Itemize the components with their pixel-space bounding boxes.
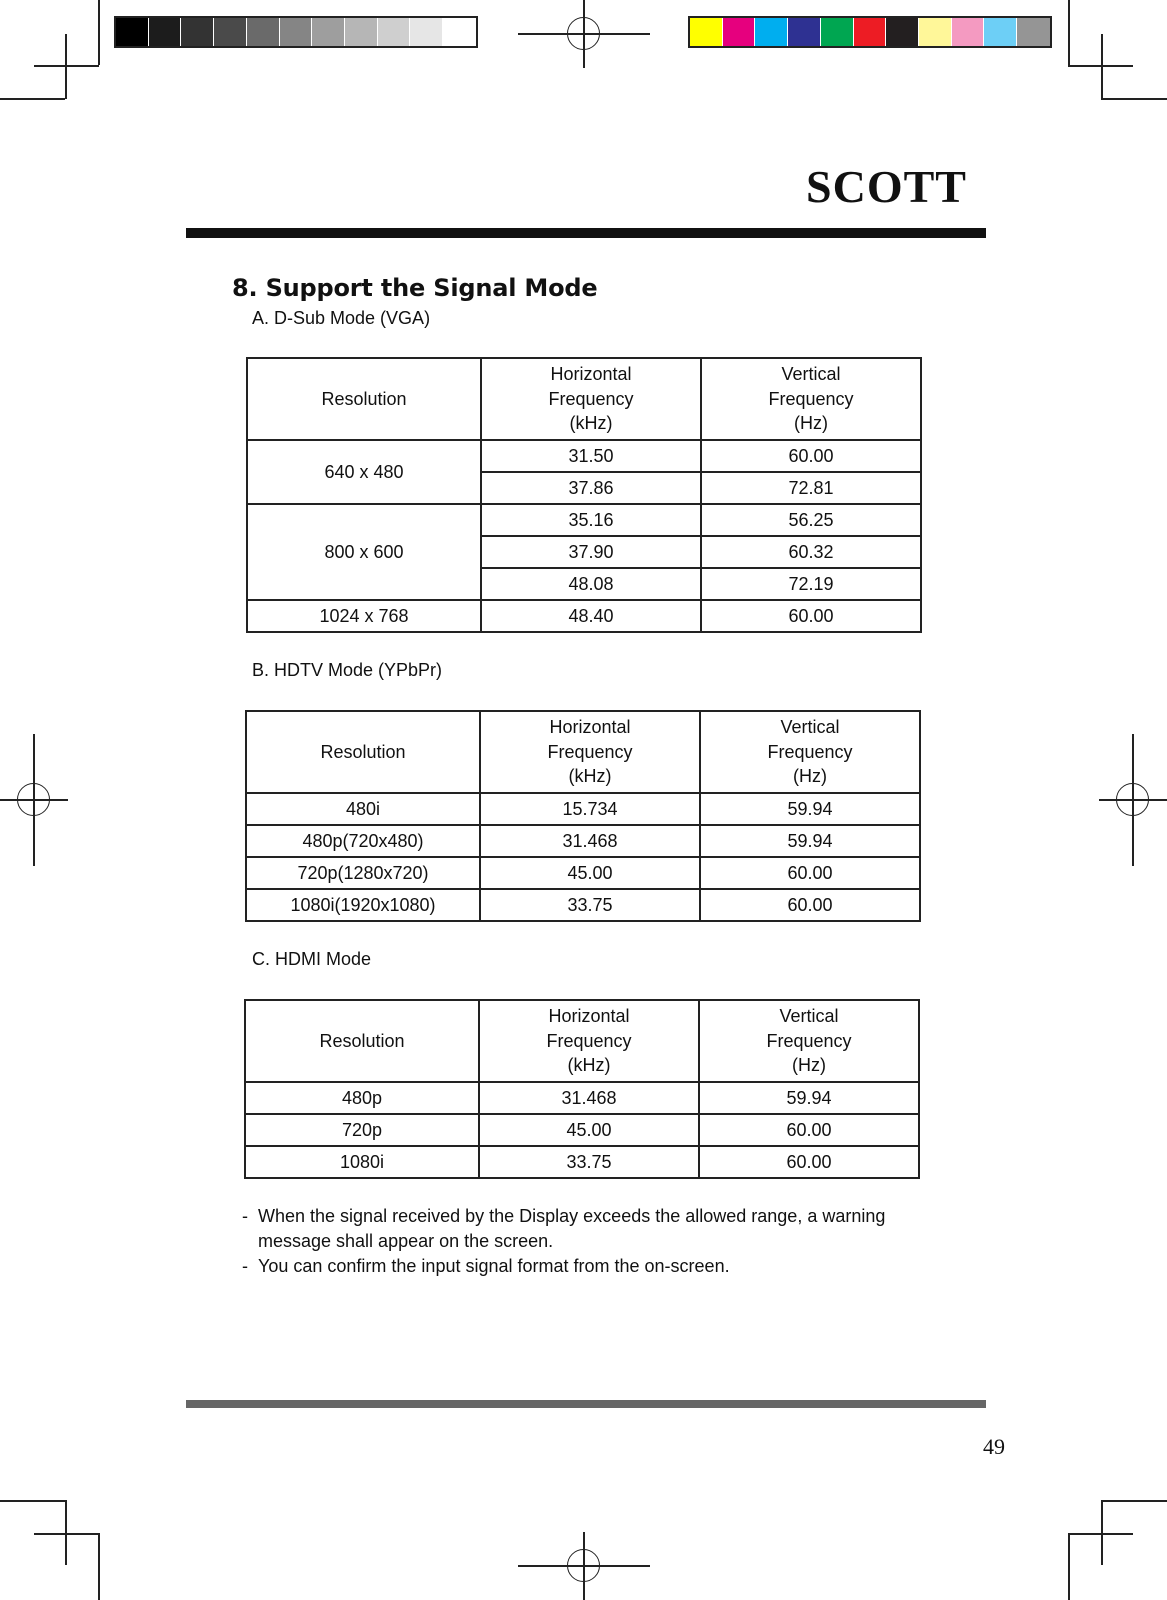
table-row — [245, 1146, 919, 1178]
table-row — [247, 600, 921, 632]
vertical-frequency-cell: 60.00 — [699, 1146, 919, 1178]
vertical-frequency-cell: 59.94 — [700, 793, 920, 825]
header-vertical-frequency: Vertical Frequency (Hz) — [700, 711, 920, 793]
horizontal-frequency-cell: 33.75 — [479, 1146, 699, 1178]
horizontal-frequency-cell: 45.00 — [479, 1114, 699, 1146]
header-rule — [186, 228, 986, 238]
table-row — [247, 504, 921, 536]
gray-swatch — [345, 18, 378, 46]
color-swatch — [919, 18, 952, 46]
vertical-frequency-cell: 60.00 — [700, 857, 920, 889]
notes — [242, 1204, 942, 1279]
table-header-row — [245, 1000, 919, 1082]
note-item: - You can confirm the input signal format from the on-screen. — [242, 1254, 942, 1279]
crop-mark — [34, 1533, 99, 1535]
note-text: When the signal received by the Display exceeds the allowed range, a warning message shall appear on the screen. — [258, 1206, 886, 1251]
vertical-frequency-cell: 60.32 — [701, 536, 921, 568]
crop-mark — [1068, 0, 1070, 65]
horizontal-frequency-cell: 48.08 — [481, 568, 701, 600]
header-resolution: Resolution — [245, 1000, 479, 1082]
hdtv-table — [245, 710, 921, 922]
table-row — [246, 825, 920, 857]
vertical-frequency-cell: 60.00 — [701, 440, 921, 472]
gray-swatch — [181, 18, 214, 46]
resolution-cell: 1080i — [245, 1146, 479, 1178]
gray-swatch — [116, 18, 149, 46]
header-resolution: Resolution — [247, 358, 481, 440]
vertical-frequency-cell: 72.19 — [701, 568, 921, 600]
gray-swatch — [149, 18, 182, 46]
brand-logo: SCOTT — [806, 161, 967, 212]
crop-mark — [1101, 34, 1103, 99]
table-row — [246, 857, 920, 889]
header-resolution: Resolution — [246, 711, 480, 793]
horizontal-frequency-cell: 33.75 — [480, 889, 700, 921]
vertical-frequency-cell: 60.00 — [699, 1114, 919, 1146]
color-swatch — [723, 18, 756, 46]
registration-mark-top — [518, 0, 650, 68]
color-swatch — [886, 18, 919, 46]
table-row — [245, 1114, 919, 1146]
horizontal-frequency-cell: 15.734 — [480, 793, 700, 825]
crop-mark — [98, 0, 100, 65]
page-title: 8. Support the Signal Mode — [232, 274, 598, 302]
gray-swatch — [410, 18, 443, 46]
vertical-frequency-cell: 60.00 — [700, 889, 920, 921]
table-row — [246, 889, 920, 921]
header-vertical-frequency: Vertical Frequency (Hz) — [699, 1000, 919, 1082]
gray-swatch — [443, 18, 476, 46]
color-swatch — [788, 18, 821, 46]
table-row — [247, 440, 921, 472]
gray-swatch — [280, 18, 313, 46]
horizontal-frequency-cell: 37.86 — [481, 472, 701, 504]
resolution-cell: 640 x 480 — [247, 440, 481, 504]
table-row — [245, 1082, 919, 1114]
resolution-cell: 1080i(1920x1080) — [246, 889, 480, 921]
horizontal-frequency-cell: 48.40 — [481, 600, 701, 632]
crop-mark — [1101, 1500, 1167, 1502]
color-bar — [688, 16, 1052, 48]
registration-mark-left — [0, 734, 68, 866]
resolution-cell: 720p(1280x720) — [246, 857, 480, 889]
horizontal-frequency-cell: 45.00 — [480, 857, 700, 889]
color-swatch — [952, 18, 985, 46]
gray-swatch — [214, 18, 247, 46]
table-row — [246, 793, 920, 825]
resolution-cell: 480p — [245, 1082, 479, 1114]
resolution-cell: 720p — [245, 1114, 479, 1146]
resolution-cell: 480p(720x480) — [246, 825, 480, 857]
header-horizontal-frequency: Horizontal Frequency (kHz) — [480, 711, 700, 793]
horizontal-frequency-cell: 31.468 — [479, 1082, 699, 1114]
color-swatch — [984, 18, 1017, 46]
horizontal-frequency-cell: 37.90 — [481, 536, 701, 568]
color-swatch — [690, 18, 723, 46]
table-header-row — [246, 711, 920, 793]
note-text: You can confirm the input signal format from the on-screen. — [258, 1256, 730, 1276]
color-swatch — [854, 18, 887, 46]
crop-mark — [98, 1533, 100, 1600]
footer-rule — [186, 1400, 986, 1408]
vertical-frequency-cell: 56.25 — [701, 504, 921, 536]
resolution-cell: 800 x 600 — [247, 504, 481, 600]
horizontal-frequency-cell: 31.468 — [480, 825, 700, 857]
crop-mark — [34, 65, 99, 67]
registration-mark-right — [1099, 734, 1167, 866]
horizontal-frequency-cell: 35.16 — [481, 504, 701, 536]
crop-mark — [0, 1500, 65, 1502]
section-c-heading: C. HDMI Mode — [252, 949, 372, 969]
gray-swatch — [312, 18, 345, 46]
header-vertical-frequency: Vertical Frequency (Hz) — [701, 358, 921, 440]
crop-mark — [65, 34, 67, 99]
crop-mark — [0, 98, 65, 100]
crop-mark — [1101, 98, 1167, 100]
vertical-frequency-cell: 59.94 — [699, 1082, 919, 1114]
horizontal-frequency-cell: 31.50 — [481, 440, 701, 472]
header-horizontal-frequency: Horizontal Frequency (kHz) — [479, 1000, 699, 1082]
section-b-heading: B. HDTV Mode (YPbPr) — [252, 660, 443, 680]
hdmi-table — [244, 999, 920, 1179]
note-item: - When the signal received by the Display exceeds the allowed range, a warning message shall appear on the screen. — [242, 1204, 942, 1254]
color-swatch — [821, 18, 854, 46]
resolution-cell: 480i — [246, 793, 480, 825]
gray-swatch — [378, 18, 411, 46]
color-swatch — [1017, 18, 1050, 46]
vertical-frequency-cell: 72.81 — [701, 472, 921, 504]
section-a-heading: A. D-Sub Mode (VGA) — [252, 308, 431, 328]
crop-mark — [1068, 1533, 1070, 1600]
vertical-frequency-cell: 59.94 — [700, 825, 920, 857]
gray-swatch — [247, 18, 280, 46]
header-horizontal-frequency: Horizontal Frequency (kHz) — [481, 358, 701, 440]
page-number: 49 — [983, 1434, 1005, 1459]
crop-mark — [1068, 1533, 1133, 1535]
registration-mark-bottom — [518, 1532, 650, 1600]
grayscale-bar — [114, 16, 478, 48]
resolution-cell: 1024 x 768 — [247, 600, 481, 632]
color-swatch — [755, 18, 788, 46]
vga-table — [246, 357, 922, 633]
vertical-frequency-cell: 60.00 — [701, 600, 921, 632]
table-header-row — [247, 358, 921, 440]
